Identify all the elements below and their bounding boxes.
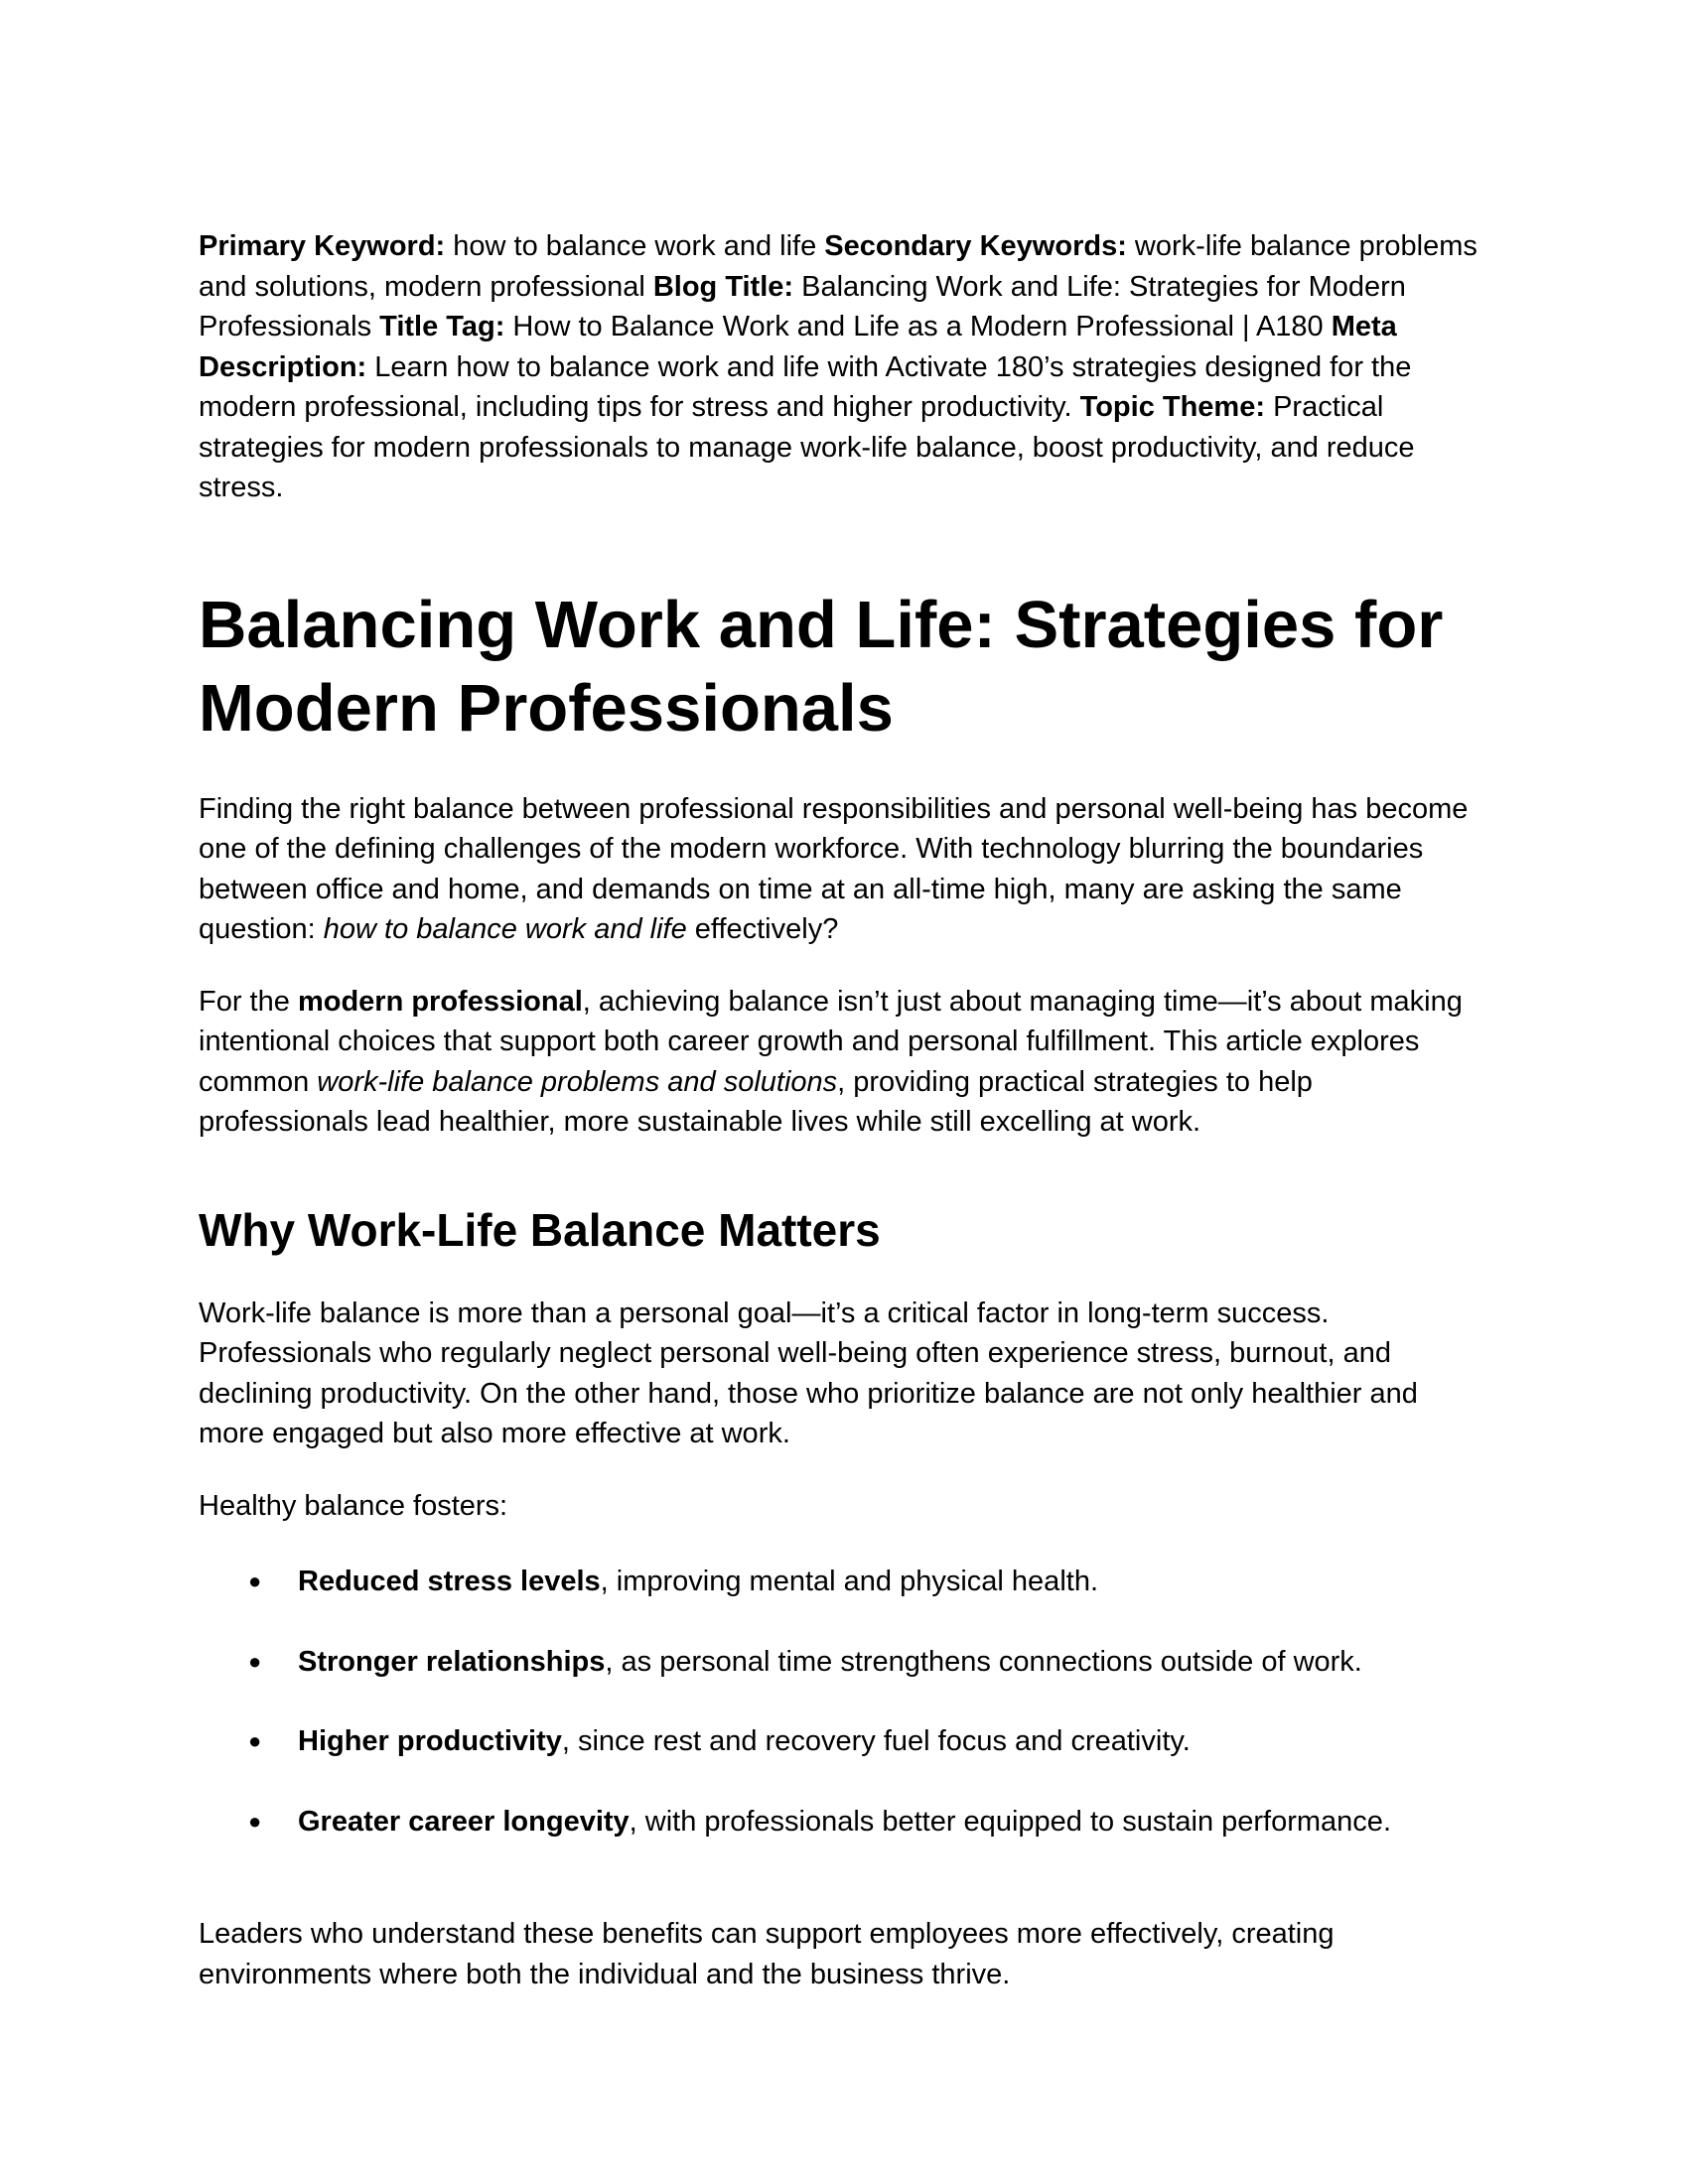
topic-theme-label: Topic Theme: bbox=[1079, 391, 1266, 423]
bullet-icon: ● bbox=[248, 1569, 262, 1593]
blog-title-value: Balancing Work and Life: Strategies for Modern Professionals bbox=[199, 270, 1406, 342]
section-paragraph-2: Healthy balance fosters: bbox=[199, 1489, 508, 1522]
primary-keyword-value: how to balance work and life bbox=[445, 230, 825, 262]
list-item-text: , since rest and recovery fuel focus and creativity. bbox=[561, 1725, 1191, 1757]
list-item-bold: Stronger relationships bbox=[298, 1645, 606, 1678]
list-item-text: , with professionals better equipped to sustain performance. bbox=[629, 1805, 1391, 1838]
section-paragraph-1: Work-life balance is more than a personal goal—it’s a critical factor in long-term success. Professionals who regularly neglect personal well-being often experience stress, burnout, and declining productivity. On the other hand, those who prioritize balance are not only healthier and more engaged but also more effective at work. bbox=[199, 1297, 1418, 1449]
title-tag-value: How to Balance Work and Life as a Modern Professional | A180 bbox=[504, 311, 1332, 342]
list-item-text: , as personal time strengthens connections outside of work. bbox=[605, 1645, 1362, 1678]
topic-theme-value: Practical strategies for modern professionals to manage work-life balance, boost productivity, and reduce stress. bbox=[199, 391, 1415, 503]
intro-p1-italic: how to balance work and life bbox=[323, 913, 687, 945]
title-tag-label: Title Tag: bbox=[379, 311, 505, 342]
intro-paragraph-1 bbox=[199, 789, 1489, 950]
list-item bbox=[199, 1721, 1489, 1762]
list-item bbox=[199, 1642, 1489, 1683]
article-title: Balancing Work and Life: Strategies for Modern Professionals bbox=[199, 587, 1444, 746]
blog-title-label: Blog Title: bbox=[652, 270, 794, 303]
seo-metadata-block bbox=[199, 226, 1489, 508]
meta-description-label: Meta Description: bbox=[199, 311, 1397, 383]
secondary-keywords-value: work-life balance problems and solutions, modern professional bbox=[199, 230, 1477, 303]
intro-p1-text: Finding the right balance between professional responsibilities and personal well-being has become one of the defining challenges of the modern workforce. With technology blurring the boundaries between office and home, and demands on time at an all-time high, many are asking the same question: bbox=[199, 792, 1469, 945]
primary-keyword-label: Primary Keyword: bbox=[199, 230, 446, 262]
intro-p2-start: For the bbox=[199, 985, 298, 1018]
bullet-icon: ● bbox=[248, 1648, 262, 1674]
list-item-bold: Higher productivity bbox=[298, 1725, 562, 1757]
list-item-bold: Greater career longevity bbox=[298, 1805, 630, 1838]
document-page bbox=[199, 226, 1489, 1994]
intro-p2-end: , providing practical strategies to help professionals lead healthier, more sustainable lives while still excelling at work. bbox=[199, 1065, 1313, 1138]
section-heading: Why Work-Life Balance Matters bbox=[199, 1203, 881, 1256]
list-item bbox=[199, 1802, 1489, 1843]
intro-p1-end: effectively? bbox=[686, 913, 839, 945]
intro-p2-mid: , achieving balance isn’t just about managing time—it’s about making intentional choices that support both career growth and personal fulfillment. This article explores common bbox=[199, 985, 1463, 1098]
bullet-icon: ● bbox=[248, 1728, 262, 1753]
list-item-text: , improving mental and physical health. bbox=[600, 1566, 1098, 1597]
secondary-keywords-label: Secondary Keywords: bbox=[824, 230, 1127, 262]
intro-p2-italic: work-life balance problems and solutions bbox=[317, 1065, 838, 1098]
intro-p2-bold: modern professional bbox=[297, 985, 583, 1018]
closing-paragraph: Leaders who understand these benefits can support employees more effectively, creating environments where both the individual and the business thrive. bbox=[199, 1918, 1335, 1990]
bullet-icon: ● bbox=[248, 1808, 262, 1834]
intro-paragraph-2 bbox=[199, 982, 1489, 1143]
meta-description-value: Learn how to balance work and life with Activate 180’s strategies designed for the modern professional, including tips for stress and higher productivity. bbox=[199, 350, 1412, 423]
list-item bbox=[199, 1562, 1489, 1602]
list-item-bold: Reduced stress levels bbox=[298, 1566, 601, 1597]
benefits-list bbox=[199, 1562, 1489, 1842]
